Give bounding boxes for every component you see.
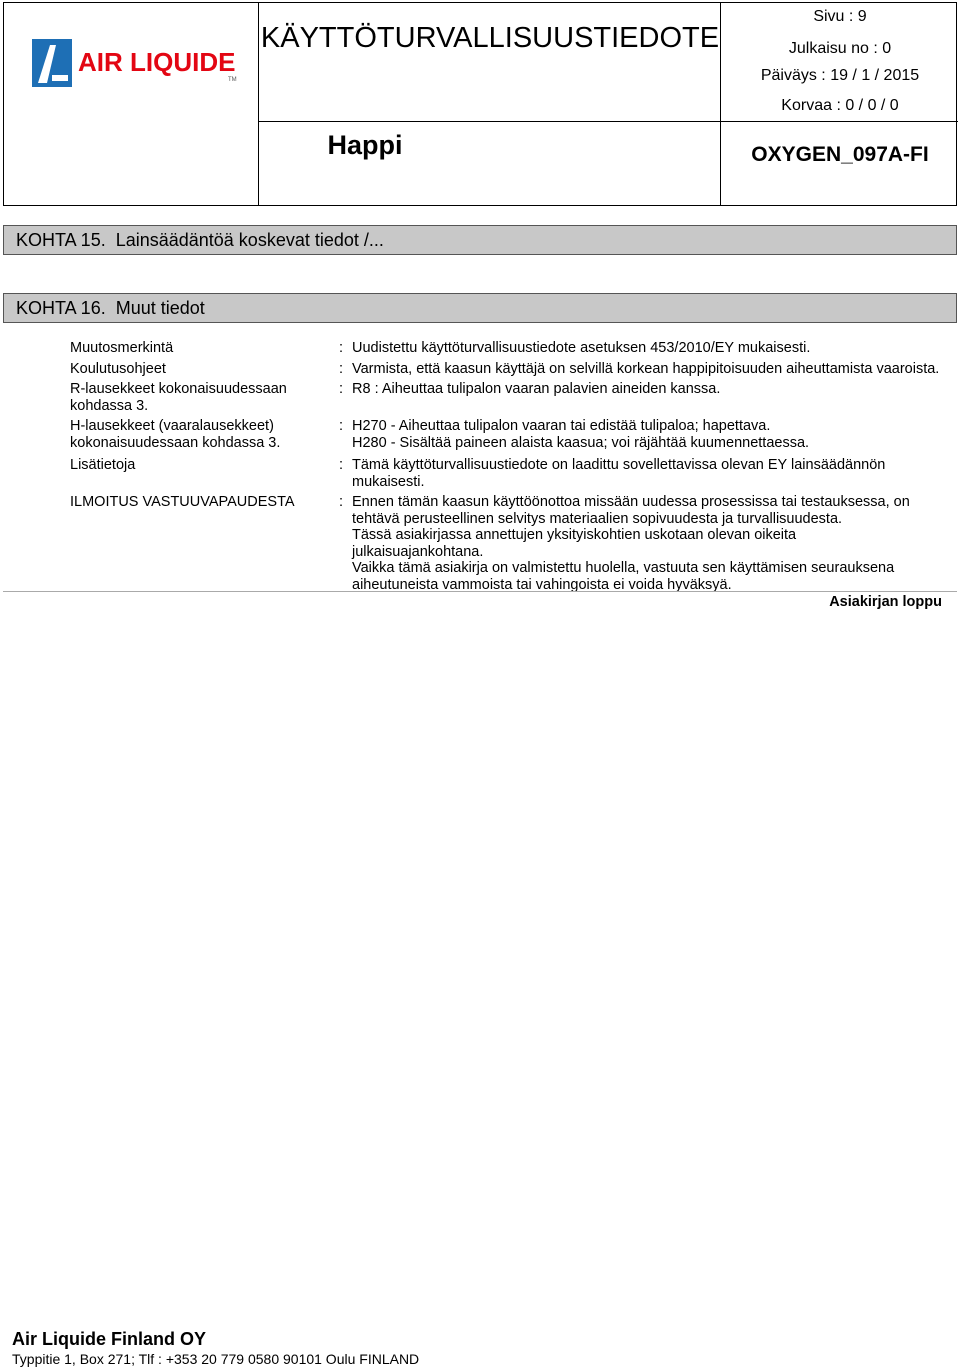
section-15-bar	[3, 225, 957, 255]
row-colon: :	[339, 494, 344, 510]
value-line: Varmista, että kaasun käyttäjä on selvillä korkean happipitoisuuden aiheuttamista vaaroista.	[352, 361, 940, 377]
section-number: KOHTA 16.	[16, 298, 106, 318]
header-divider	[258, 3, 259, 205]
row-value-r-phrases	[352, 381, 952, 398]
value-line: Uudistettu käyttöturvallisuustiedote asetuksen 453/2010/EY mukaisesti.	[352, 340, 811, 356]
header-divider	[720, 3, 721, 205]
value-line: Vaikka tämä asiakirja on valmistettu huolella, vastuuta sen käyttämisen seurauksena aiheutuneista vammoista tai vahingoista ei voida hyväksyä.	[352, 560, 895, 593]
row-value-disclaimer	[352, 494, 922, 593]
product-name: Happi	[327, 130, 403, 160]
row-colon: :	[339, 381, 344, 397]
value-line: Tässä asiakirjassa annettujen yksityiskohtien uskotaan olevan oikeita julkaisuajankohtana.	[352, 527, 797, 560]
value-line: R8 : Aiheuttaa tulipalon vaaran palavien aineiden kanssa.	[352, 381, 721, 397]
value-line: H270 - Aiheuttaa tulipalon vaaran tai edistää tulipaloa; hapettava.	[352, 418, 771, 434]
section-number: KOHTA 15.	[16, 230, 106, 250]
row-label-disclaimer: ILMOITUS VASTUUVAPAUDESTA	[70, 494, 295, 510]
logo-text: AIR LIQUIDE	[78, 47, 236, 77]
value-line: Ennen tämän kaasun käyttöönottoa missään uudessa prosessissa tai testauksessa, on tehtävä perusteellinen selvitys materiaalien sopivuudesta ja turvallisuudesta.	[352, 494, 910, 527]
row-label-training: Koulutusohjeet	[70, 361, 166, 377]
section-title: Muut tiedot	[115, 298, 205, 318]
row-colon: :	[339, 361, 344, 377]
value-line: Tämä käyttöturvallisuustiedote on laadittu sovellettavissa olevan EY lainsäädännön mukaisesti.	[352, 457, 886, 490]
section-16-bar	[3, 293, 957, 323]
value-line: H280 - Sisältää paineen alaista kaasua; voi räjähtää kuumennettaessa.	[352, 434, 810, 451]
row-value-h-phrases	[352, 418, 952, 451]
page-number: Sivu : 9	[813, 8, 867, 25]
edition-number: Julkaisu no : 0	[788, 40, 892, 57]
document-code: OXYGEN_097A-FI	[751, 143, 929, 166]
row-label-additional-info: Lisätietoja	[70, 457, 136, 473]
issue-date: Päiväys : 19 / 1 / 2015	[760, 67, 920, 84]
row-colon: :	[339, 340, 344, 356]
row-colon: :	[339, 418, 344, 434]
footer-company: Air Liquide Finland OY	[12, 1329, 207, 1349]
row-value-revision	[352, 340, 952, 357]
row-value-training	[352, 361, 952, 378]
supersedes-date: Korvaa : 0 / 0 / 0	[781, 97, 899, 114]
row-label-revision: Muutosmerkintä	[70, 340, 174, 356]
document-title: KÄYTTÖTURVALLISUUSTIEDOTE	[260, 22, 720, 54]
row-colon: :	[339, 457, 344, 473]
row-label-h-phrases: H-lausekkeet (vaaralausekkeet) kokonaisuudessaan kohdassa 3.	[70, 418, 281, 451]
footer-address: Typpitie 1, Box 271; Tlf : +353 20 779 0580 90101 Oulu FINLAND	[12, 1351, 420, 1367]
air-liquide-logo	[30, 25, 240, 95]
section-title: Lainsäädäntöä koskevat tiedot /...	[115, 230, 384, 250]
header-divider	[258, 121, 958, 122]
document-header	[3, 2, 957, 206]
logo-tm: TM	[228, 77, 237, 83]
row-label-r-phrases: R-lausekkeet kokonaisuudessaan kohdassa 3.	[70, 381, 287, 414]
row-value-additional-info	[352, 457, 897, 490]
end-of-document: Asiakirjan loppu	[829, 594, 942, 610]
end-divider	[3, 591, 957, 592]
